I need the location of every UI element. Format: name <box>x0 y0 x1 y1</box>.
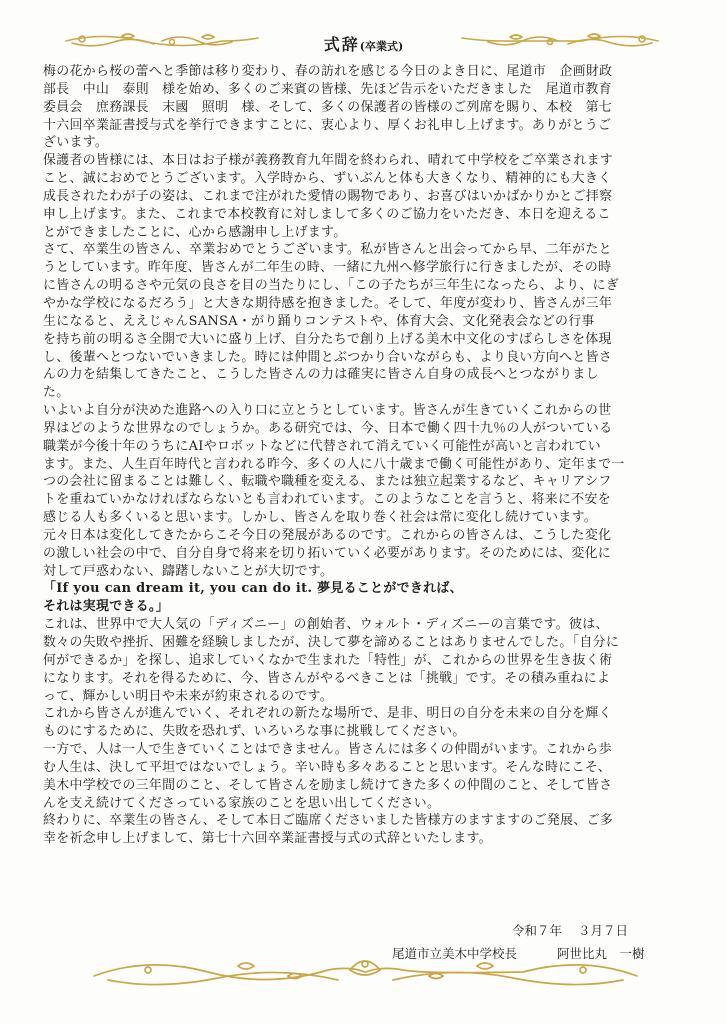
ornament-bottom <box>88 950 643 992</box>
text-line: 一方で、人は一人で生きていくことはできません。皆さんには多くの仲間がいます。これから歩 <box>43 742 612 758</box>
text-line: 生になると、ええじゃんSANSA・がり踊りコンテストや、体育大会、文化発表会などの行事 <box>43 313 595 329</box>
text-line: って、輝かしい明日や未来が約束されるのです。 <box>43 688 334 704</box>
date-year: 令和７年 <box>512 923 563 938</box>
text-line: 委員会 庶務課長 末國 照明 様、そして、多くの保護者の皆様のご列席を賜り、本校 第七 <box>43 99 613 115</box>
text-line: こと、誠におめでとうございます。入学時から、ずいぶんと体も大きくなり、精神的にも大きく <box>43 171 612 187</box>
text-line: ものにするために、失敗を恐れず、いろいろな事に挑戦してください。 <box>43 724 466 740</box>
text-line: 対して戸惑わない、躊躇しないことが大切です。 <box>43 563 334 579</box>
text-line: ます。また、人生百年時代と言われる昨今、多くの人に八十歳まで働く可能性があり、定年まで一 <box>43 456 625 472</box>
speech-body <box>43 63 691 848</box>
text-line: 梅の花から桜の蕾へと季節は移り変わり、春の訪れを感じる今日のよき日に、尾道市 企画財政 <box>43 64 613 79</box>
text-line: む人生は、決して平坦ではないでしょう。辛い時も多々あることと思います。そんな時にこそ、 <box>43 759 612 775</box>
text-line: 終わりに、卒業生の皆さん、そして本日ご臨席くださいました皆様方のますますのご発展、ご多 <box>43 813 614 829</box>
text-line: さて、卒業生の皆さん、卒業おめでとうございます。私が皆さんと出会ってから早、二年がたと <box>43 242 612 258</box>
text-line: 何ができるか」を探し、追求していくなかで生まれた「特性」が、これからの世界を生き抜く術 <box>43 652 613 668</box>
text-line: いよいよ自分が決めた進路への入り口に立とうとしています。皆さんが生きていくこれからの世 <box>43 403 612 419</box>
page-subtitle: (卒業式) <box>359 40 404 53</box>
text-line: 数々の失敗や挫折、困難を経験しましたが、決して夢を諦めることはありませんでした。「自分に <box>43 635 620 650</box>
text-line: し、後輩へとつないでいきました。時には仲間とぶつかり合いながらも、より良い方向へと皆さ <box>43 349 613 365</box>
text-line: た。 <box>43 385 70 401</box>
page-title: 式辞 <box>323 35 360 54</box>
text-line: 部長 中山 泰則 様を始め、多くのご来賓の皆様、先ほど告示をいただきました 尾道市教育 <box>43 81 612 97</box>
text-line: ざいます。 <box>43 135 109 151</box>
school-name: 尾道市立美木中学校長 <box>392 946 518 961</box>
principal-name: 阿世比丸 一樹 <box>557 946 645 961</box>
text-line: トを重ねていかなければならないとも言われています。このようなことを言うと、将来に不安を <box>43 492 611 508</box>
text-line: 申し上げます。また、これまで本校教育に対しまして多くのご協力をいただき、本日を迎えるこ <box>43 206 611 222</box>
text-line: 美木中学校での三年間のこと、そして皆さんを励まし続けてきた多くの仲間のこと、そして皆さ <box>43 777 613 793</box>
date-day: ３月７日 <box>578 923 629 938</box>
text-line: 感じる人も多くいると思います。しかし、皆さんを取り巻く社会は常に変化し続けています。 <box>43 510 598 526</box>
text-line: の激しい社会の中で、自分自身で将来を切り拓いていく必要があります。そのためには、変化に <box>43 545 612 561</box>
text-line: 職業が今後十年のうちにAIやロボットなどに代替されて消えていく可能性が高いと言われてい <box>43 438 601 454</box>
text-line: を持ち前の明るさ全開で大いに盛り上げ、自分たちで創り上げる美木中文化のすばらしさを体現 <box>43 331 612 347</box>
text-line: 十六回卒業証書授与式を挙行できますことに、衷心より、厚くお礼申し上げます。ありがとうご <box>43 117 612 133</box>
title-block <box>0 32 727 55</box>
text-line: これから皆さんが進んでいく、それぞれの新たな場所で、是非、明日の自分を未来の自分を輝く <box>43 706 612 722</box>
text-line: 元々日本は変化してきたからこそ今日の発展があるのです。これからの皆さんは、こうした変化 <box>43 527 612 543</box>
text-line: これは、世界中で大人気の「ディズニー」の創始者、ウォルト・ディズニーの言葉です。彼は、 <box>43 617 609 633</box>
text-line: うとしています。昨年度、皆さんが二年生の時、一緒に九州へ修学旅行に行きましたが、その時 <box>43 260 612 276</box>
text-line: やかな学校になるだろう」と大きな期待感を抱きました。そして、年度が変わり、皆さんが三年 <box>43 295 613 311</box>
text-line: つの会社に留まることは難しく、転職や職種を変える、または独立起業するなど、キャリアシフ <box>43 474 612 490</box>
text-line: に皆さんの明るさや元気の良さを目の当たりにし、「この子たちが三年生になったら、より、にぎ <box>43 278 620 294</box>
text-line: んを支え続けてくださっている家族のことを思い出してください。 <box>43 795 441 811</box>
quote-line: 「If you can dream it, you can do it. 夢見ることができれば、 <box>43 581 463 597</box>
text-line: 保護者の皆様には、本日はお子様が義務教育九年間を終わられ、晴れて中学校をご卒業されます <box>43 153 614 169</box>
text-line: んの力を結集してきたこと、こうした皆さんの力は確実に皆さん自身の成長へとつながりまし <box>43 367 599 383</box>
text-line: 幸を祈念申し上げまして、第七十六回卒業証書授与式の式辞といたします。 <box>43 831 492 847</box>
text-line: 界はどのような世界なのでしょうか。ある研究では、今、日本で働く四十九％の人がついている <box>43 420 613 436</box>
text-line: とができましたことに、心から感謝申し上げます。 <box>43 224 347 240</box>
quote-line: それは実現できる。」 <box>43 599 169 615</box>
text-line: になります。それを得るために、今、皆さんがやるべきことは「挑戦」です。その積み重ねによ <box>43 670 611 686</box>
text-line: 成長されたわが子の姿は、これまで注がれた愛情の賜物であり、お喜びはいかばかりかとご拝察 <box>43 188 613 204</box>
